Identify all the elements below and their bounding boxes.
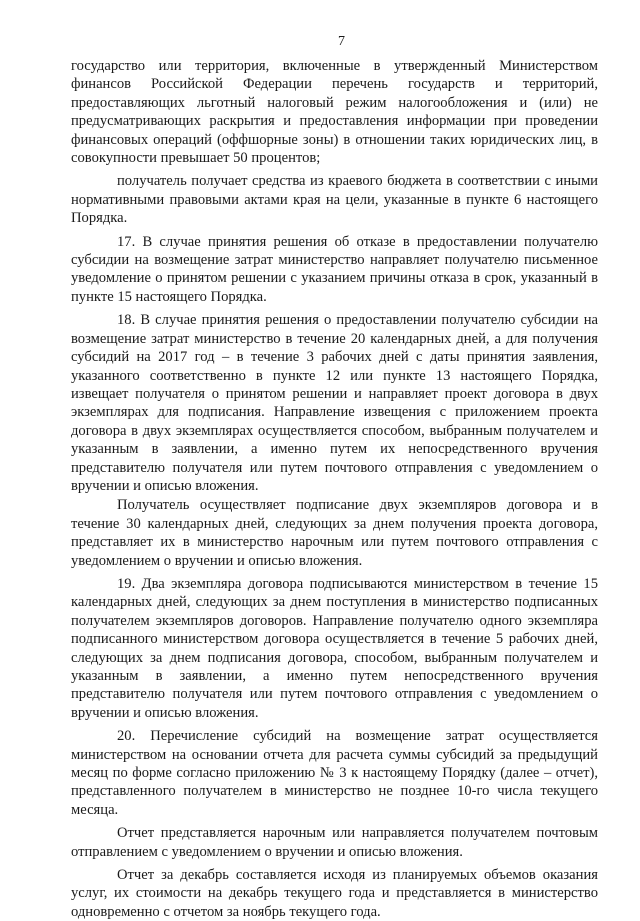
paragraph-condition: получатель получает средства из краевого бюджета в соответствии с иными нормативными правовыми актами края на цели, указанные в пункте 6 настоящего Порядка. xyxy=(71,173,598,227)
document-body xyxy=(71,57,598,921)
page-number: 7 xyxy=(338,34,345,49)
paragraph-item-19: 19. Два экземпляра договора подписываются министерством в течение 15 календарных дней, следующих за днем поступления в министерство подписанных получателем экземпляров договоров. Направление получателю одного экземпляра подписанного министерством договора осуществляется в течение 5 рабочих дней, следующих за днем подписания договора, способом, выбранным получателем и указанным в заявлении, а именно путем непосредственного вручения представителю получателя или путем почтового отправления с уведомлением о вручении и описью вложения. xyxy=(71,575,598,721)
paragraph-item-18: 18. В случае принятия решения о предоставлении получателю субсидии на возмещение затрат министерство в течение 20 календарных дней, а для получения субсидий на 2017 год – в течение 3 рабочих дней с даты принятия заявления, указанного соответственно в пункте 12 или пункте 13 настоящего Порядка, извещает получателя о принятом решении и направляет проект договора в двух экземплярах для подписания. Направление извещения с приложением проекта договора в двух экземплярах осуществляется способом, выбранным получателем и указанным в заявлении, а именно путем их непосредственного вручения представителю получателя или путем почтового отправления с уведомлением о вручении и описью вложения. xyxy=(71,312,598,494)
paragraph-recipient-signing: Получатель осуществляет подписание двух экземпляров договора и в течение 30 календарных дней, следующих за днем получения проекта договора, представляет их в министерство нарочным или путем почтового отправления с уведомлением о вручении и описью вложения. xyxy=(71,497,598,569)
paragraph-continuation: государство или территория, включенные в утвержденный Министерством финансов Российской Федерации перечень государств и территорий, предоставляющих льготный налоговый режим налогообложения и (или) не предусматривающих раскрытия и предоставления информации при проведении финансовых операций (оффшорные зоны) в отношении таких юридических лиц, в совокупности превышает 50 процентов; xyxy=(71,58,598,167)
paragraph-december-report: Отчет за декабрь составляется исходя из планируемых объемов оказания услуг, их стоимости на декабрь текущего года и представляется в министерство одновременно с отчетом за ноябрь текущего года. xyxy=(71,867,598,920)
paragraph-item-20: 20. Перечисление субсидий на возмещение затрат осуществляется министерством на основании отчета для расчета суммы субсидий за предыдущий месяц по форме согласно приложению № 3 к настоящему Порядку (далее – отчет), представленного получателем в министерство не позднее 10-го числа текущего месяца. xyxy=(71,728,598,818)
paragraph-item-17: 17. В случае принятия решения об отказе в предоставлении получателю субсидии на возмещение затрат министерство направляет получателю письменное уведомление о принятом решении с указанием причины отказа в срок, указанный в пункте 15 настоящего Порядка. xyxy=(71,233,598,305)
paragraph-report-delivery: Отчет представляется нарочным или направляется получателем почтовым отправлением с уведомлением о вручении и описью вложения. xyxy=(71,825,598,860)
